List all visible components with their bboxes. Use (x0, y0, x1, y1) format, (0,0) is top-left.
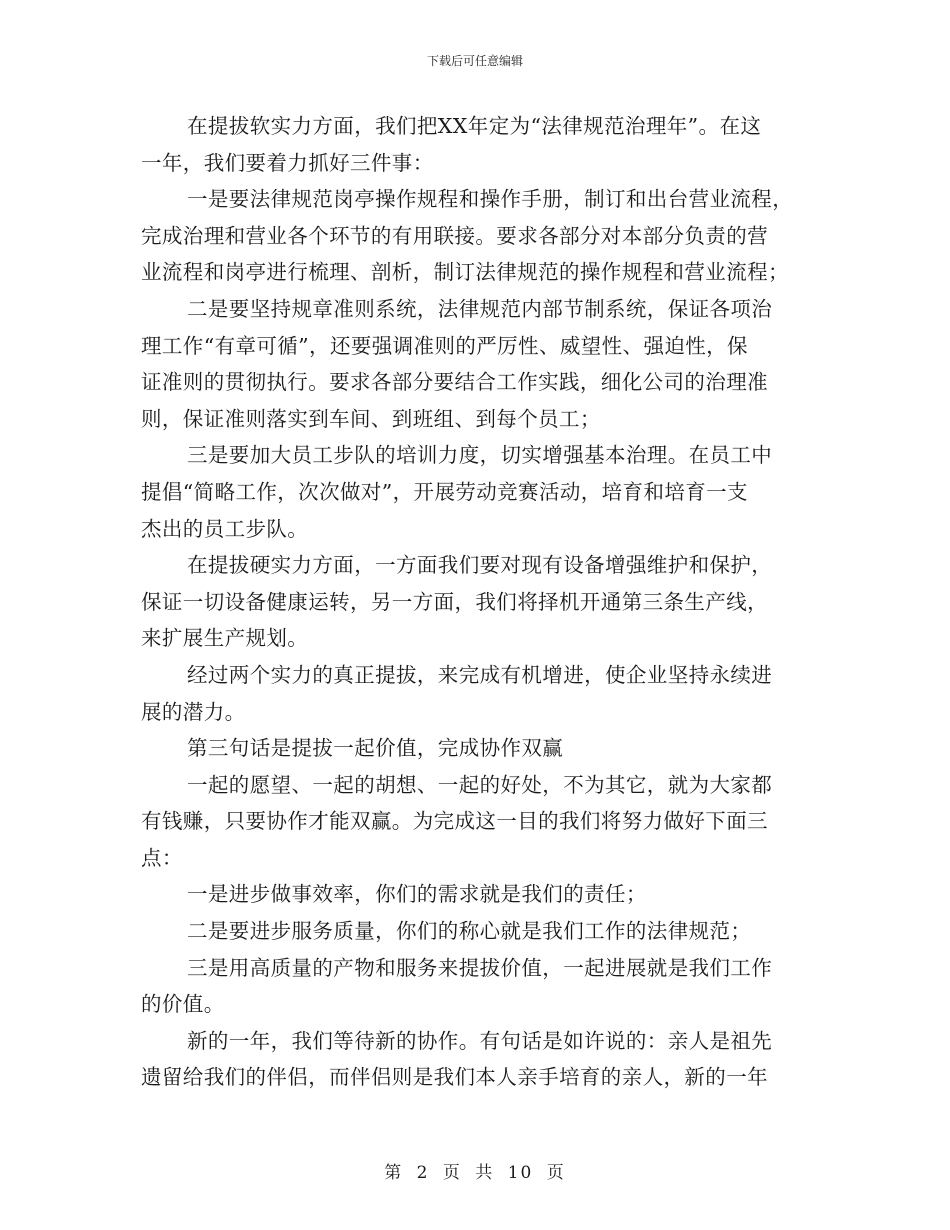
text-line: 理工作“有章可循”，还要强调准则的严厉性、威望性、强迫性，保 (141, 333, 748, 358)
text-line: 在提拔硬实力方面，一方面我们要对现有设备增强维护和保护， (187, 553, 773, 578)
text-line: 遗留给我们的伴侣，而伴侣则是我们本人亲手培育的亲人，新的一年 (141, 1065, 768, 1090)
text-line: 新的一年，我们等待新的协作。有句话是如许说的：亲人是祖先 (187, 1028, 773, 1053)
text-line: 二是要坚持规章准则系统，法律规范内部节制系统，保证各项治 (187, 296, 773, 321)
text-line: 第三句话是提拔一起价值，完成协作双赢 (187, 736, 564, 761)
text-line: 一是要法律规范岗亭操作规程和操作手册，制订和出台营业流程， (187, 187, 794, 212)
text-line: 在提拔软实力方面，我们把XX年定为“法律规范治理年”。在这 (187, 114, 762, 138)
text-line: 杰出的员工步队。 (141, 516, 309, 541)
text-line: 证准则的贯彻执行。要求各部分要结合工作实践，细化公司的治理准 (141, 370, 768, 395)
document-body (141, 108, 811, 1096)
text-line: 保证一切设备健康运转，另一方面，我们将择机开通第三条生产线， (141, 589, 768, 614)
text-line: 一起的愿望、一起的胡想、一起的好处，不为其它，就为大家都 (187, 772, 773, 797)
text-line: 有钱赚，只要协作才能双赢。为完成这一目的我们将努力做好下面三 (141, 809, 768, 834)
text-line: 一是进步做事效率，你们的需求就是我们的责任； (187, 882, 647, 907)
text-line: 完成治理和营业各个环节的有用联接。要求各部分对本部分负责的营 (141, 223, 768, 248)
page-header-note: 下载后可任意编辑 (426, 54, 523, 68)
page-number-footer: 第 2 页 共 10 页 (384, 1163, 566, 1183)
text-line: 展的潜力。 (141, 699, 246, 724)
text-line: 三是要加大员工步队的培训力度，切实增强基本治理。在员工中 (187, 443, 773, 468)
text-line: 点： (141, 845, 183, 870)
text-line: 经过两个实力的真正提拔，来完成有机增进，使企业坚持永续进 (187, 662, 773, 687)
text-line: 三是用高质量的产物和服务来提拔价值，一起进展就是我们工作 (187, 955, 773, 980)
text-line: 则，保证准则落实到车间、到班组、到每个员工； (141, 406, 601, 431)
text-line: 一年，我们要着力抓好三件事： (141, 150, 434, 175)
text-line: 的价值。 (141, 992, 225, 1017)
text-line: 业流程和岗亭进行梳理、剖析，制订法律规范的操作规程和营业流程； (141, 260, 789, 285)
text-line: 来扩展生产规划。 (141, 626, 309, 651)
text-line: 二是要进步服务质量，你们的称心就是我们工作的法律规范； (187, 919, 752, 944)
text-line: 提倡“简略工作，次次做对”，开展劳动竞赛活动，培育和培育一支 (141, 479, 748, 504)
